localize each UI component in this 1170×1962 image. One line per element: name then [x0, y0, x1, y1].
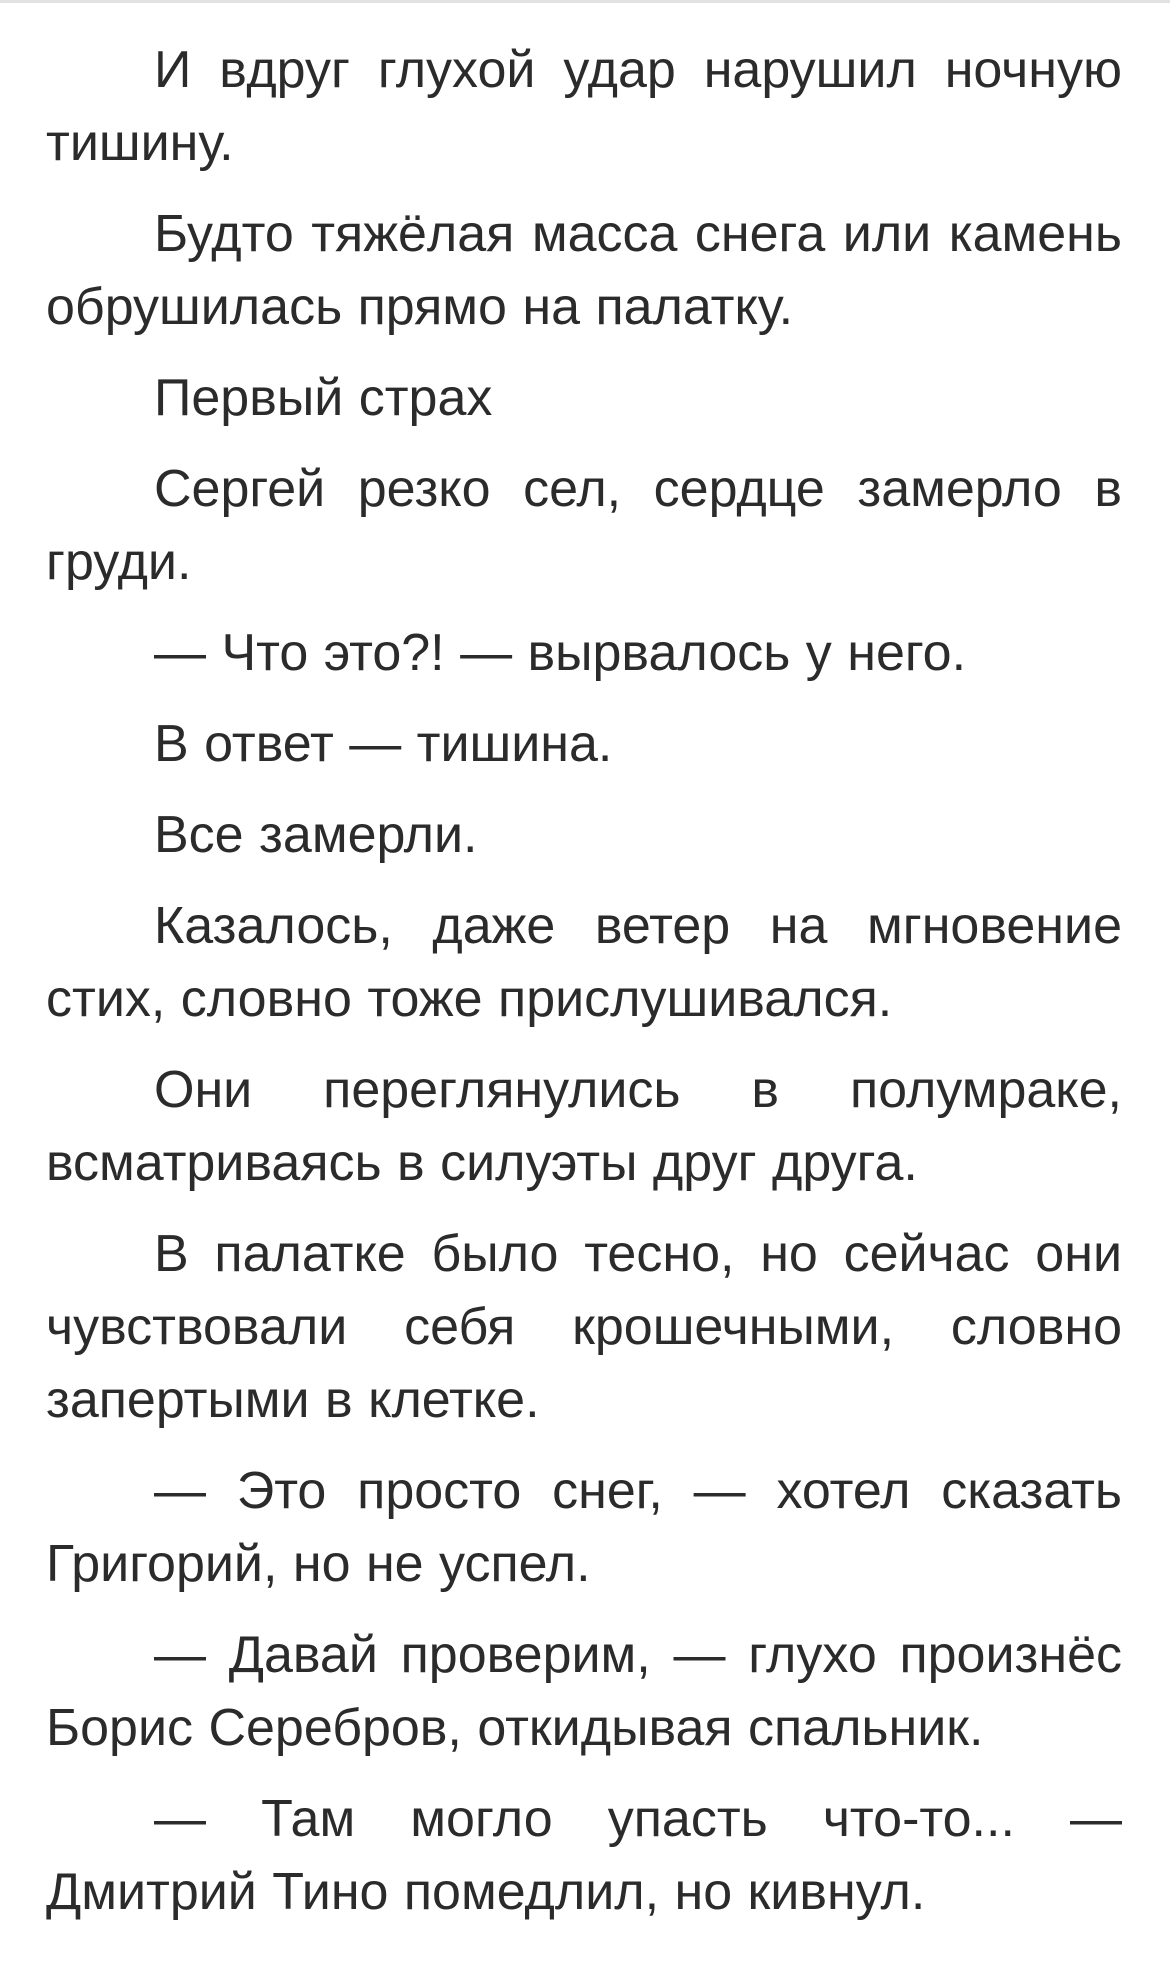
top-divider: [0, 0, 1170, 3]
paragraph: Будто тяжёлая масса снега или камень обрушилась прямо на палатку.: [46, 205, 1122, 336]
dialogue-line: — Что это?! — вырвалось у него.: [154, 624, 967, 682]
dialogue-line: — Давай проверим, — глухо произнёс Борис Серебров, откидывая спальник.: [46, 1626, 1122, 1757]
paragraph: В ответ — тишина.: [154, 715, 613, 773]
paragraph: Сергей резко сел, сердце замерло в груди.: [46, 460, 1122, 591]
paragraph: Все замерли.: [154, 806, 478, 864]
section-heading: Первый страх: [154, 369, 493, 427]
dialogue-line: — Там могло упасть что-то... — Дмитрий Тино помедлил, но кивнул.: [46, 1790, 1122, 1921]
dialogue-line: — Это просто снег, — хотел сказать Григорий, но не успел.: [46, 1462, 1122, 1593]
paragraph: Они переглянулись в полумраке, всматриваясь в силуэты друг друга.: [46, 1061, 1122, 1192]
paragraph: И вдруг глухой удар нарушил ночную тишину.: [46, 41, 1122, 172]
reader-page[interactable]: [46, 34, 1122, 1947]
paragraph: Казалось, даже ветер на мгновение стих, словно тоже прислушивался.: [46, 897, 1122, 1028]
paragraph: В палатке было тесно, но сейчас они чувствовали себя крошечными, словно запертыми в клетке.: [46, 1225, 1122, 1429]
